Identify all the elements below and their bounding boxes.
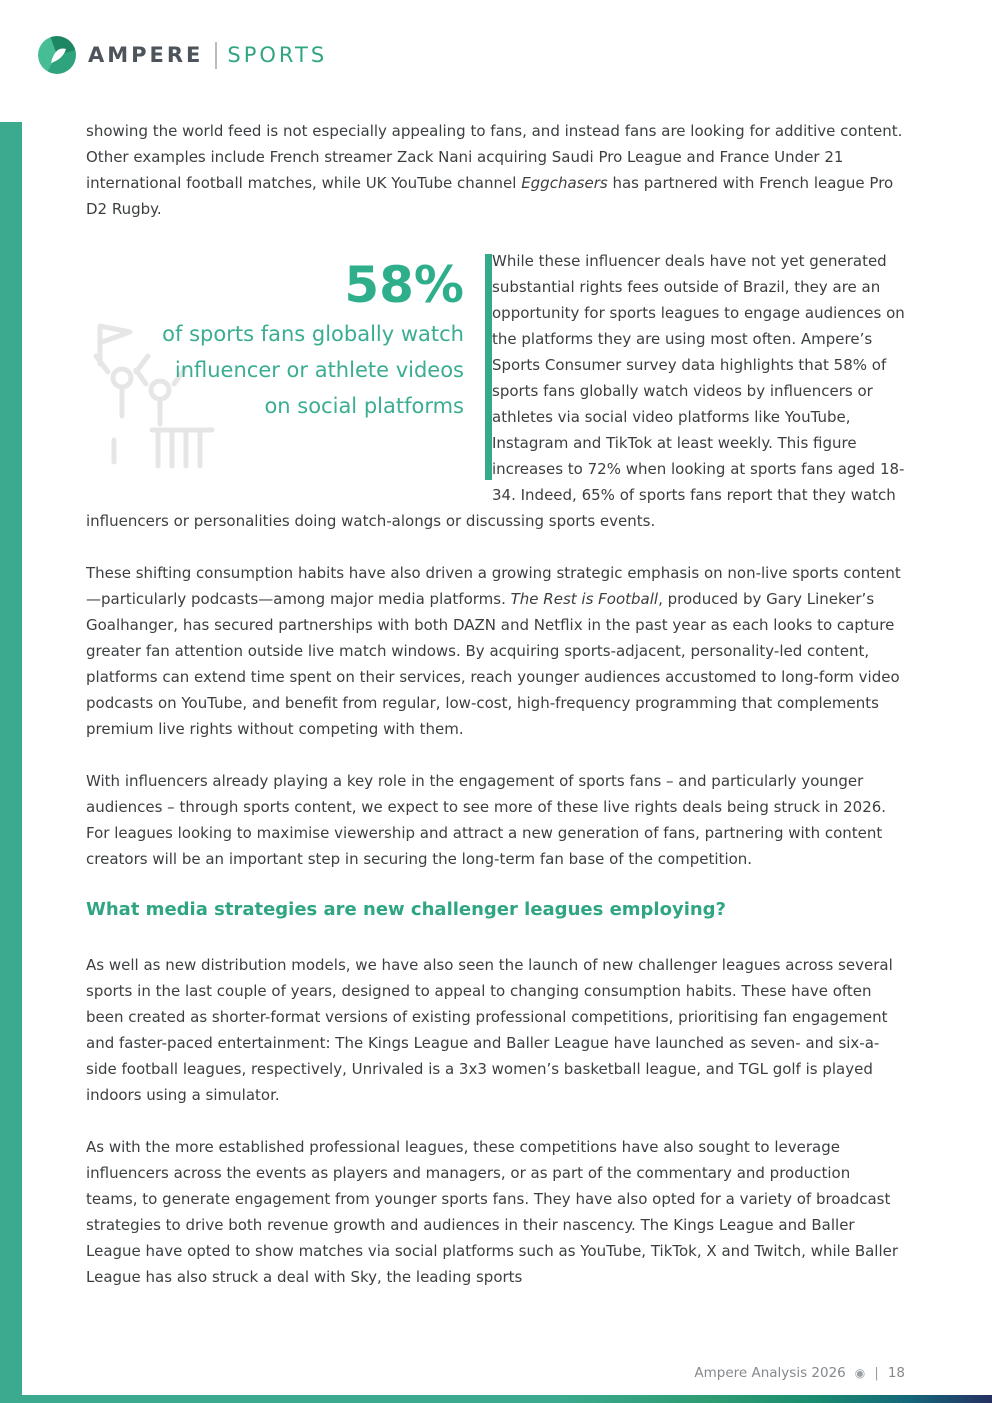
stat-callout-text: [86, 254, 464, 424]
logo-division-text: SPORTS: [227, 43, 328, 67]
page-content: [86, 118, 905, 1316]
paragraph-intro: [86, 118, 905, 222]
logo-brand-text: AMPERE: [88, 43, 204, 67]
callout-divider-bar: [485, 254, 492, 480]
footer-credit: Ampere Analysis 2026: [694, 1365, 846, 1381]
footer-separator: |: [874, 1365, 879, 1381]
podcasts-italic: The Rest is Football: [510, 590, 659, 608]
section-heading: What media strategies are new challenger leagues employing?: [86, 899, 727, 920]
stat-caption-line-3: on social platforms: [264, 394, 464, 418]
intro-italic: Eggchasers: [521, 174, 608, 192]
paragraph-broadcast-strategies: As with the more established professional leagues, these competitions have also sought to leverage influencers across the events as players and managers, or as part of the commentary and production teams, to generate engagement from younger sports fans. They have also opted for a variety of broadcast strategies to drive both revenue growth and audiences in their nascency. The Kings League and Baller League have opted to show matches via social platforms such as YouTube, TikTok, X and Twitch, while Baller League has also struck a deal with Sky, the leading sports: [86, 1138, 899, 1286]
stat-value: 58%: [344, 256, 464, 314]
podcasts-post: , produced by Gary Lineker’s Goalhanger, has secured partnerships with both DAZN and Netflix in the past year as each looks to capture greater fan attention outside live match windows. By acquiring sports-adjacent, personality-led content, platforms can extend time spent on their services, reach younger audiences accustomed to long-form video podcasts on YouTube, and benefit from regular, low-cost, high-frequency programming that complements premium live rights without competing with them.: [86, 590, 900, 738]
ampere-logo-icon: [38, 36, 76, 74]
paragraph-podcasts: [86, 560, 905, 742]
podcasts-pre: These shifting consumption habits have also driven a growing strategic emphasis on non-live sports content—particularly podcasts—among major media platforms.: [86, 564, 901, 608]
paragraph-outlook: With influencers already playing a key role in the engagement of sports fans – and particularly younger audiences – through sports content, we expect to see more of these live rights deals being struck in 2026. For leagues looking to maximise viewership and attract a new generation of fans, partnering with content creators will be an important step in securing the long-term fan base of the competition.: [86, 772, 887, 868]
page-footer: [694, 1365, 905, 1381]
page-number: 18: [887, 1365, 905, 1381]
left-accent-bar: [0, 122, 22, 1395]
paragraph-challenger-leagues: As well as new distribution models, we have also seen the launch of new challenger leagues across several sports in the last couple of years, designed to appeal to changing consumption habits. These have often been created as shorter-format versions of existing professional competitions, prioritising fan engagement and faster-paced entertainment: The Kings League and Baller League have launched as seven- and six-a-side football leagues, respectively, Unrivaled is a 3x3 women’s basketball league, and TGL golf is played indoors using a simulator.: [86, 956, 893, 1104]
stat-callout: [86, 252, 492, 482]
intro-post: has partnered with French league Pro D2 Rugby.: [86, 174, 894, 218]
stat-caption-line-1: of sports fans globally watch: [162, 322, 464, 346]
ampere-footer-mark-icon: ◉: [854, 1366, 866, 1380]
brand-header: [38, 36, 327, 74]
stat-caption-line-2: influencer or athlete videos: [174, 358, 464, 382]
paragraph-influencer-deals: [86, 248, 905, 534]
influencer-deals-text: While these influencer deals have not yet generated substantial rights fees outside of Brazil, they are an opportunity for sports leagues to engage audiences on the platforms they are using most often. Ampere’s Sports Consumer survey data highlights that 58% of sports fans globally watch videos by influencers or athletes via social video platforms like YouTube, Instagram and TikTok at least weekly. This figure increases to 72% when looking at sports fans aged 18-34. Indeed, 65% of sports fans report that they watch influencers or personalities doing watch-alongs or discussing sports events.: [86, 252, 905, 530]
logo-divider: [215, 42, 217, 69]
bottom-gradient-strip: [0, 1395, 992, 1403]
intro-pre: showing the world feed is not especially appealing to fans, and instead fans are looking for additive content. Other examples include French streamer Zack Nani acquiring Saudi Pro League and France Under 21 international football matches, while UK YouTube channel: [86, 122, 903, 192]
